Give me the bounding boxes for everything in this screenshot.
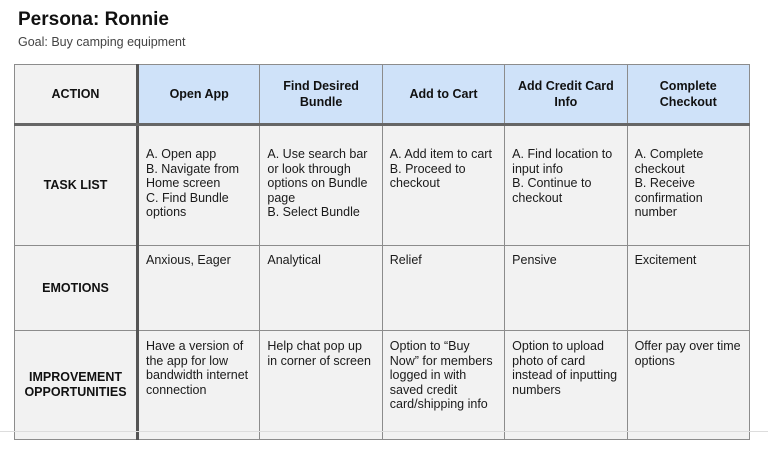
table-cell: [505, 331, 627, 440]
table-cell: [138, 331, 260, 440]
cell-line: A. Complete checkout: [634, 147, 704, 176]
task-list-row: [15, 125, 750, 246]
corner-label: ACTION: [15, 65, 138, 125]
column-header-add-credit-card: Add Credit Card Info: [505, 65, 627, 125]
table-cell: [260, 246, 382, 331]
column-header-find-bundle: Find Desired Bundle: [260, 65, 382, 125]
row-label-emotions: EMOTIONS: [15, 246, 138, 331]
cell-line: B. Proceed to checkout: [389, 161, 466, 191]
table-cell: [382, 246, 504, 331]
table-cell: [382, 125, 504, 246]
table-cell: [627, 331, 749, 440]
cell-line: Relief: [389, 253, 422, 267]
cell-line: B. Continue to checkout: [512, 176, 592, 205]
table-cell: [627, 246, 749, 331]
cell-line: C. Find Bundle options: [146, 190, 229, 220]
table-cell: [138, 246, 260, 331]
table-cell: [138, 125, 260, 246]
cell-line: Excitement: [634, 253, 697, 267]
row-label-task-list: TASK LIST: [15, 125, 138, 246]
cell-line: Analytical: [267, 253, 321, 267]
emotions-row: [15, 246, 750, 331]
cell-line: A. Use search bar or look through options on Bundle page: [267, 147, 368, 205]
table-cell: [382, 331, 504, 440]
cell-line: Help chat pop up in corner of screen: [267, 339, 371, 368]
cell-line: A. Open app: [146, 147, 217, 161]
journey-map-table: [14, 64, 750, 440]
cell-line: Pensive: [512, 253, 557, 267]
cell-line: A. Find location to input info: [512, 147, 613, 176]
table-cell: [627, 125, 749, 246]
page-title: Persona: Ronnie: [18, 9, 169, 30]
header-row: [15, 65, 750, 125]
cell-line: B. Navigate from Home screen: [146, 161, 240, 191]
cell-line: Offer pay over time options: [634, 339, 741, 368]
cell-line: B. Receive confirmation number: [634, 176, 703, 220]
goal-subtitle: Goal: Buy camping equipment: [18, 35, 186, 49]
column-header-open-app: Open App: [138, 65, 260, 125]
table-cell: [260, 125, 382, 246]
column-header-complete-checkout: Complete Checkout: [627, 65, 749, 125]
cell-line: A. Add item to cart: [389, 147, 492, 161]
cell-line: Option to upload photo of card instead of inputting numbers: [512, 339, 618, 397]
cell-line: Anxious, Eager: [146, 253, 231, 267]
cell-line: B. Select Bundle: [267, 205, 360, 220]
footer-divider: [0, 431, 768, 432]
improvement-opportunities-row: [15, 331, 750, 440]
table-cell: [505, 246, 627, 331]
column-header-add-to-cart: Add to Cart: [382, 65, 504, 125]
table-cell: [260, 331, 382, 440]
cell-line: Option to “Buy Now” for members logged in with saved credit card/shipping info: [389, 339, 493, 412]
table-cell: [505, 125, 627, 246]
cell-line: Have a version of the app for low bandwidth internet connection: [146, 339, 249, 397]
row-label-improvement-opportunities: IMPROVEMENT OPPORTUNITIES: [15, 331, 138, 440]
